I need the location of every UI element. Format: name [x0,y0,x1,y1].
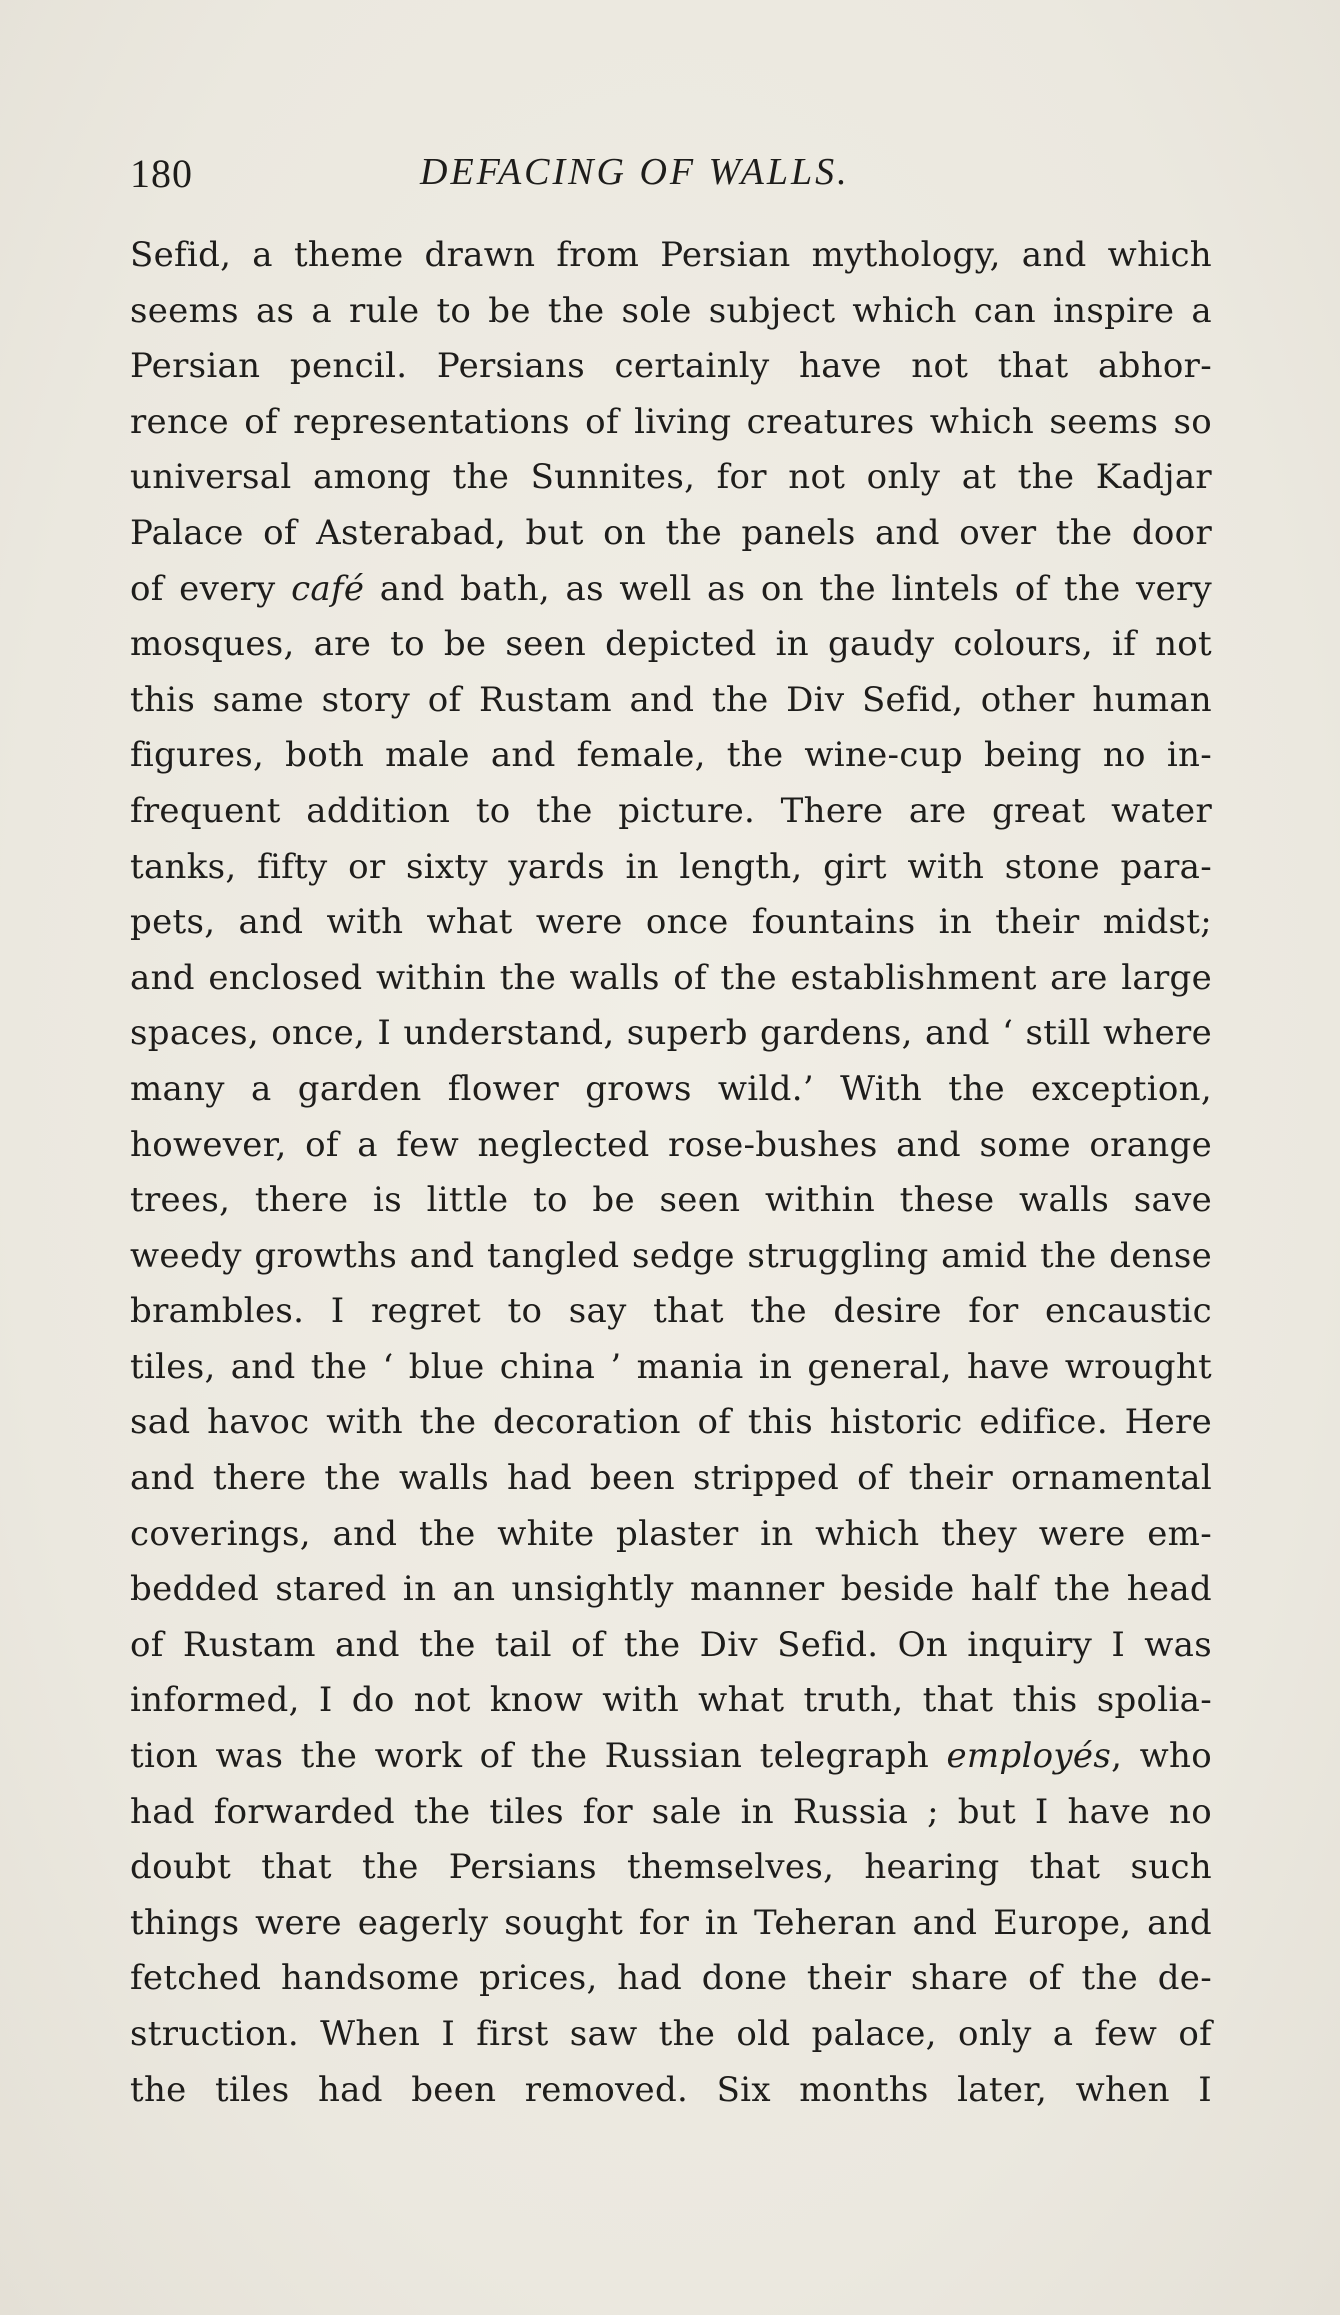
text-line: frequent addition to the picture. There are great water [130,790,1212,831]
text-line: tiles, and the ‘ blue china ’ mania in general, have wrought [130,1346,1212,1387]
text-line: had forwarded the tiles for sale in Russia ; but I have no [130,1791,1212,1832]
text-line: doubt that the Persians themselves, hearing that such [130,1847,1212,1888]
text-line: mosques, are to be seen depicted in gaudy colours, if not [130,624,1212,665]
text-line: and enclosed within the walls of the establishment are large [130,957,1212,998]
text-line: informed, I do not know with what truth, that this spolia- [130,1680,1212,1721]
text-line: brambles. I regret to say that the desire for encaustic [130,1291,1212,1332]
running-header [130,150,1210,200]
text-line: of every café and bath, as well as on the lintels of the very [130,568,1213,609]
text-line: Sefid, a theme drawn from Persian mythology, and which [130,235,1212,275]
text-line: universal among the Sunnites, for not only at the Kadjar [130,457,1212,498]
text-line: seems as a rule to be the sole subject which can inspire a [130,290,1212,331]
text-line: struction. When I first saw the old palace, only a few of [130,2014,1212,2054]
text-line: bedded stared in an unsightly manner beside half the head [130,1569,1212,1610]
text-line: Palace of Asterabad, but on the panels and over the door [130,512,1212,553]
text-line: Persian pencil. Persians certainly have not that abhor- [130,346,1212,387]
text-line: coverings, and the white plaster in which they were em- [130,1513,1212,1554]
text-line: rence of representations of living creatures which seems so [130,401,1212,442]
text-line: weedy growths and tangled sedge struggling amid the dense [130,1235,1212,1276]
text-line: and there the walls had been stripped of their ornamental [130,1458,1212,1499]
text-line: tion was the work of the Russian telegraph employés, who [130,1736,1212,1777]
text-line: spaces, once, I understand, superb gardens, and ‘ still where [130,1013,1212,1054]
text-line: this same story of Rustam and the Div Sefid, other human [130,679,1212,720]
page-number: 180 [130,151,193,196]
text-line: things were eagerly sought for in Teheran and Europe, and [130,1902,1212,1943]
text-line: pets, and with what were once fountains in their midst; [130,902,1212,943]
text-line: trees, there is little to be seen within these walls save [130,1180,1212,1221]
text-line: tanks, fifty or sixty yards in length, girt with stone para- [130,846,1212,887]
body-text [130,228,1212,2118]
text-line: the tiles had been removed. Six months later, when I [130,2069,1212,2110]
text-line: however, of a few neglected rose-bushes and some orange [130,1124,1212,1165]
text-line: sad havoc with the decoration of this historic edifice. Here [130,1402,1212,1443]
text-line: figures, both male and female, the wine-cup being no in- [130,735,1212,776]
running-title: DEFACING OF WALLS. [420,151,850,193]
text-line: many a garden flower grows wild.’ With the exception, [130,1068,1212,1109]
text-line: fetched handsome prices, had done their share of the de- [130,1958,1212,1999]
text-line: of Rustam and the tail of the Div Sefid. On inquiry I was [130,1624,1212,1665]
